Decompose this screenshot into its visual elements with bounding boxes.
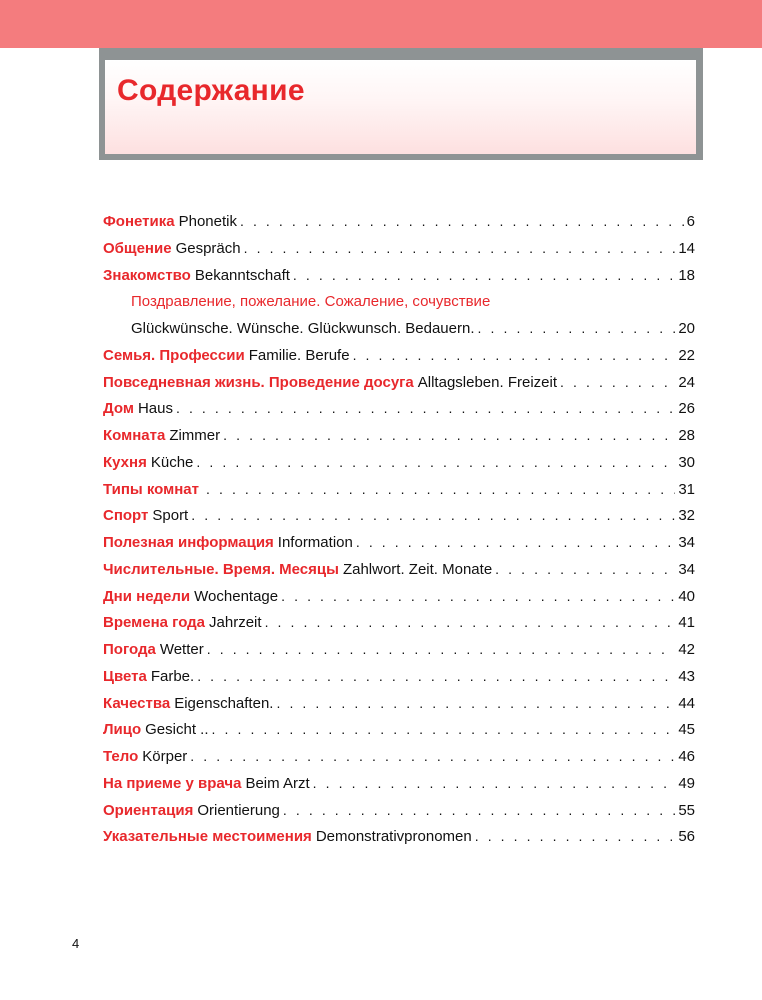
dot-leader (478, 320, 676, 336)
toc-entry-ru: Спорт (103, 507, 149, 525)
dot-leader (356, 534, 675, 550)
dot-leader (176, 400, 675, 416)
toc-entry-ru: Дни недели (103, 587, 191, 605)
toc-entry-ru: Семья. Профессии (103, 346, 245, 364)
toc-entry-de: Küche (150, 453, 194, 471)
toc-entry-orientation[interactable] (103, 802, 695, 829)
toc-entry-de: Familie. Berufe (248, 346, 350, 364)
toc-entry-de: Phonetik (178, 213, 237, 230)
toc-entry-page: 56 (678, 828, 695, 846)
toc-entry-page: 14 (678, 239, 695, 257)
toc-entry-page: 42 (678, 641, 695, 658)
toc-entry-weather[interactable] (103, 641, 695, 668)
toc-entry-page: 34 (678, 560, 695, 578)
toc-entry-ru: Времена года (103, 614, 206, 632)
toc-entry-demonstratives[interactable] (103, 828, 695, 855)
toc-entry-house[interactable] (103, 400, 695, 427)
toc-entry-ru: Дом (103, 400, 134, 418)
toc-entry-ru: Ориентация (103, 801, 194, 819)
toc-entry-weekdays[interactable] (103, 588, 695, 615)
toc-entry-family[interactable] (103, 347, 695, 374)
toc-entry-de: Gespräch (175, 239, 241, 257)
toc-entry-de: Wochentage (194, 587, 279, 605)
toc-entry-page: 43 (678, 667, 695, 685)
toc-entry-ru: Тело (103, 748, 139, 765)
toc-subentry-ru-text: Поздравление, пожелание. Сожаление, сочувствие (131, 293, 491, 311)
toc-entry-acquaintance[interactable] (103, 267, 695, 294)
toc-entry-information[interactable] (103, 534, 695, 561)
dot-leader (244, 240, 676, 256)
toc-entry-ru: Фонетика (103, 213, 175, 230)
dot-leader (197, 668, 675, 684)
toc-entry-ru: На приеме у врача (103, 774, 242, 792)
toc-entry-page: 40 (678, 587, 695, 605)
toc-entry-page: 24 (678, 373, 695, 391)
toc-entry-de: Zahlwort. Zeit. Monate (342, 560, 493, 578)
toc-entry-ru: Типы комнат (103, 480, 199, 498)
dot-leader (293, 267, 675, 283)
dot-leader (495, 561, 675, 577)
toc-entry-numbers-time[interactable] (103, 561, 695, 588)
toc-entry-page: 34 (678, 534, 695, 551)
page-number: 4 (72, 936, 80, 951)
toc-entry-page: 22 (678, 346, 695, 364)
toc-entry-page: 30 (678, 453, 695, 471)
title-frame (99, 48, 703, 160)
toc-subentry-greetings[interactable] (103, 320, 695, 347)
toc-entry-ru: Лицо (103, 721, 142, 739)
toc-entry-de: Jahrzeit (209, 614, 262, 632)
toc-entry-colors[interactable] (103, 668, 695, 695)
toc-entry-de: Demonstrativpronomen (315, 828, 472, 846)
toc-entry-page: 46 (678, 748, 695, 765)
toc-entry-page: 45 (678, 721, 695, 739)
toc-subentry-de-text: Glückwünsche. Wünsche. Glückwunsch. Bedauern. (131, 320, 475, 337)
toc-entry-page: 26 (678, 400, 695, 418)
toc-entry-de: Körper (142, 748, 188, 765)
toc-entry-body[interactable] (103, 748, 695, 775)
toc-entry-page: 20 (678, 320, 695, 337)
toc-entry-de: Bekanntschaft (194, 266, 290, 284)
toc-entry-ru: Качества (103, 694, 171, 712)
toc-entry-everyday-life[interactable] (103, 374, 695, 401)
dot-leader (313, 775, 676, 791)
toc-entry-de: Eigenschaften. (174, 694, 274, 712)
toc-entry-page: 55 (678, 801, 695, 819)
toc-entry-de: Haus (137, 400, 173, 418)
dot-leader (240, 213, 684, 229)
toc-entry-page: 18 (678, 266, 695, 284)
toc-entry-ru: Указательные местоимения (103, 828, 312, 846)
dot-leader (223, 427, 675, 443)
dot-leader (207, 641, 676, 657)
toc-entry-seasons[interactable] (103, 614, 695, 641)
toc-entry-page: 44 (678, 694, 695, 712)
dot-leader (212, 721, 676, 737)
toc-entry-kitchen[interactable] (103, 454, 695, 481)
dot-leader (281, 588, 675, 604)
toc-entry-de: Wetter (159, 641, 204, 658)
toc-entry-ru: Знакомство (103, 266, 191, 284)
dot-leader (196, 454, 675, 470)
toc-entry-doctor[interactable] (103, 775, 695, 802)
toc-entry-room-types[interactable] (103, 481, 695, 508)
toc-entry-de: Sport (152, 507, 189, 525)
dot-leader (265, 614, 676, 630)
toc-entry-de: Orientierung (197, 801, 280, 819)
toc-entry-qualities[interactable] (103, 695, 695, 722)
toc-subentry-ru[interactable] (103, 293, 695, 320)
toc-entry-page: 6 (686, 213, 695, 230)
toc-entry-ru: Повседневная жизнь. Проведение досуга (103, 373, 414, 391)
toc-entry-page: 31 (678, 480, 695, 498)
toc-entry-page: 49 (678, 774, 695, 792)
toc-entry-de: Farbe. (150, 667, 195, 685)
toc-entry-de: Information (277, 534, 353, 551)
dot-leader (475, 828, 676, 844)
toc-entry-sport[interactable] (103, 507, 695, 534)
toc-entry-conversation[interactable] (103, 240, 695, 267)
toc-entry-ru: Погода (103, 641, 156, 658)
toc-entry-room[interactable] (103, 427, 695, 454)
toc-entry-ru: Общение (103, 239, 172, 257)
toc-entry-ru: Кухня (103, 453, 147, 471)
dot-leader (560, 374, 675, 390)
dot-leader (353, 347, 676, 363)
toc-entry-page: 41 (678, 614, 695, 632)
toc-entry-ru: Цвета (103, 667, 147, 685)
toc-entry-face[interactable] (103, 721, 695, 748)
dot-leader (190, 748, 675, 764)
title-panel (105, 60, 696, 154)
top-color-band (0, 0, 762, 48)
toc-entry-ru: Комната (103, 427, 166, 444)
toc-entry-de: Alltagsleben. Freizeit (417, 373, 557, 391)
toc-entry-page: 28 (678, 427, 695, 444)
toc-entry-ru: Числительные. Время. Месяцы (103, 560, 339, 578)
toc-entry-de: Gesicht .. (145, 721, 209, 739)
dot-leader (191, 507, 675, 523)
table-of-contents (103, 213, 695, 855)
dot-leader (206, 481, 675, 497)
dot-leader (276, 695, 675, 711)
toc-entry-ru: Полезная информация (103, 534, 274, 551)
dot-leader (283, 802, 675, 818)
toc-entry-de: Beim Arzt (245, 774, 310, 792)
page-title: Содержание (117, 74, 305, 107)
toc-entry-page: 32 (678, 507, 695, 525)
toc-entry-phonetics[interactable] (103, 213, 695, 240)
toc-entry-de: Zimmer (169, 427, 221, 444)
